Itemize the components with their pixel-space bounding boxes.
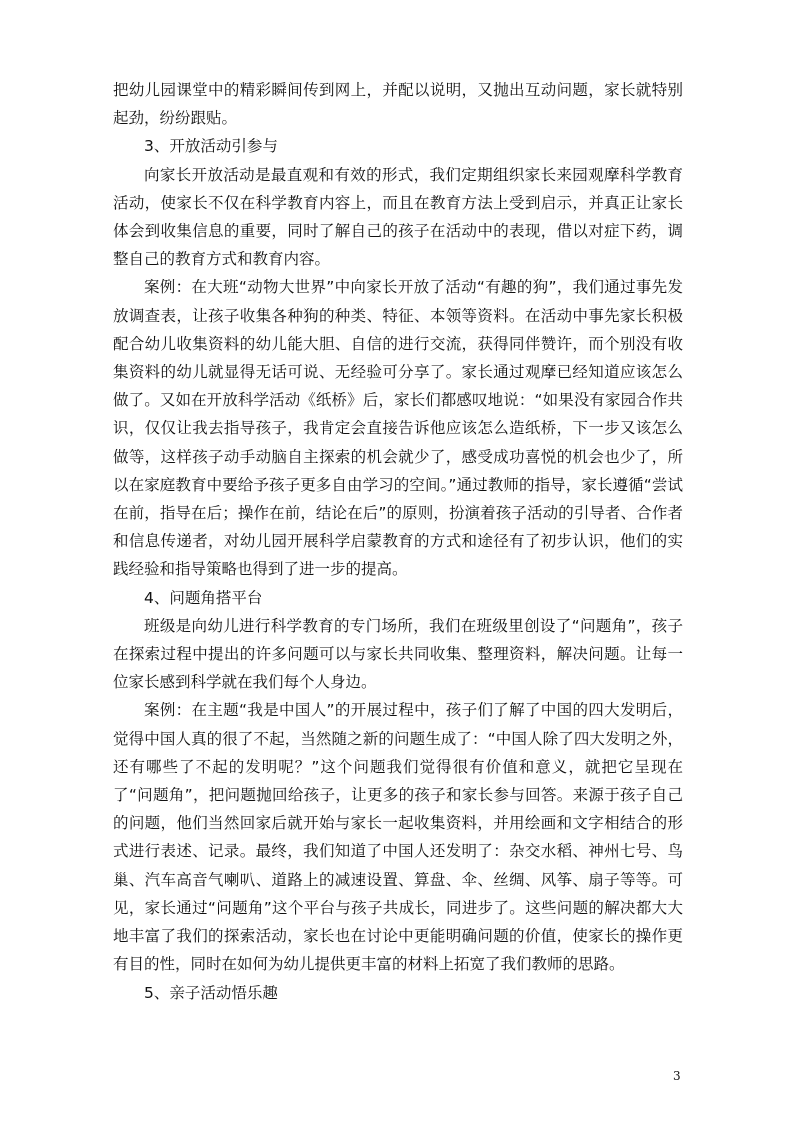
paragraph-case-1: 案例：在大班“动物大世界”中向家长开放了活动“有趣的狗”，我们通过事先发放调查表，让孩子收集各种狗的种类、特征、本领等资料。在活动中事先家长积极配合幼儿收集资料的幼儿能大胆、自信的进行交流，获得同伴赞许，而个别没有收集资料的幼儿就显得无话可说、无经验可分享了。家长通过观摩已经知道应该怎么做了。又如在开放科学活动《纸桥》后，家长们都感叹地说：“如果没有家园合作共识，仅仅让我去指导孩子，我肯定会直接告诉他应该怎么造纸桥，下一步又该怎么做等，这样孩子动手动脑自主探索的机会就少了，感受成功喜悦的机会也少了，所以在家庭教育中要给予孩子更多自由学习的空间。”通过教师的指导，家长遵循“尝试在前，指导在后；操作在前，结论在后”的原则，扮演着孩子活动的引导者、合作者和信息传递者，对幼儿园开展科学启蒙教育的方式和途径有了初步认识，他们的实践经验和指导策略也得到了进一步的提高。 <box>113 278 683 579</box>
paragraph-continuation: 把幼儿园课堂中的精彩瞬间传到网上，并配以说明，又抛出互动问题，家长就特别起劲，纷纷跟贴。 <box>113 81 683 128</box>
section-heading-3: 3、开放活动引参与 <box>144 137 278 156</box>
paragraph-question-corner: 班级是向幼儿进行科学教育的专门场所，我们在班级里创设了“问题角”，孩子在探索过程中提出的许多问题可以与家长共同收集、整理资料，解决问题。让每一位家长感到科学就在我们每个人身边。 <box>113 616 683 692</box>
document-body <box>113 76 683 1007</box>
paragraph-case-2: 案例：在主题“我是中国人”的开展过程中，孩子们了解了中国的四大发明后，觉得中国人真的很了不起，当然随之新的问题生成了：“中国人除了四大发明之外，还有哪些了不起的发明呢？”这个问题我们觉得很有价值和意义，就把它呈现在了“问题角”，把问题抛回给孩子，让更多的孩子和家长参与回答。来源于孩子自己的问题，他们当然回家后就开始与家长一起收集资料，并用绘画和文字相结合的形式进行表述、记录。最终，我们知道了中国人还发明了：杂交水稻、神州七号、鸟巢、汽车高音气喇叭、道路上的减速设置、算盘、伞、丝绸、风筝、扇子等等。可见，家长通过“问题角”这个平台与孩子共成长，同进步了。这些问题的解决都大大地丰富了我们的探索活动，家长也在讨论中更能明确问题的价值，使家长的操作更有目的性，同时在如何为幼儿提供更丰富的材料上拓宽了我们教师的思路。 <box>113 701 683 974</box>
page-number: 3 <box>673 1069 681 1083</box>
section-heading-5: 5、亲子活动悟乐趣 <box>144 983 278 1002</box>
section-heading-4: 4、问题角搭平台 <box>144 588 263 607</box>
paragraph-open-activity: 向家长开放活动是最直观和有效的形式，我们定期组织家长来园观摩科学教育活动，使家长不仅在科学教育内容上，而且在教育方法上受到启示，并真正让家长体会到收集信息的重要，同时了解自己的孩子在活动中的表现，借以对症下药，调整自己的教育方式和教育内容。 <box>113 165 683 269</box>
